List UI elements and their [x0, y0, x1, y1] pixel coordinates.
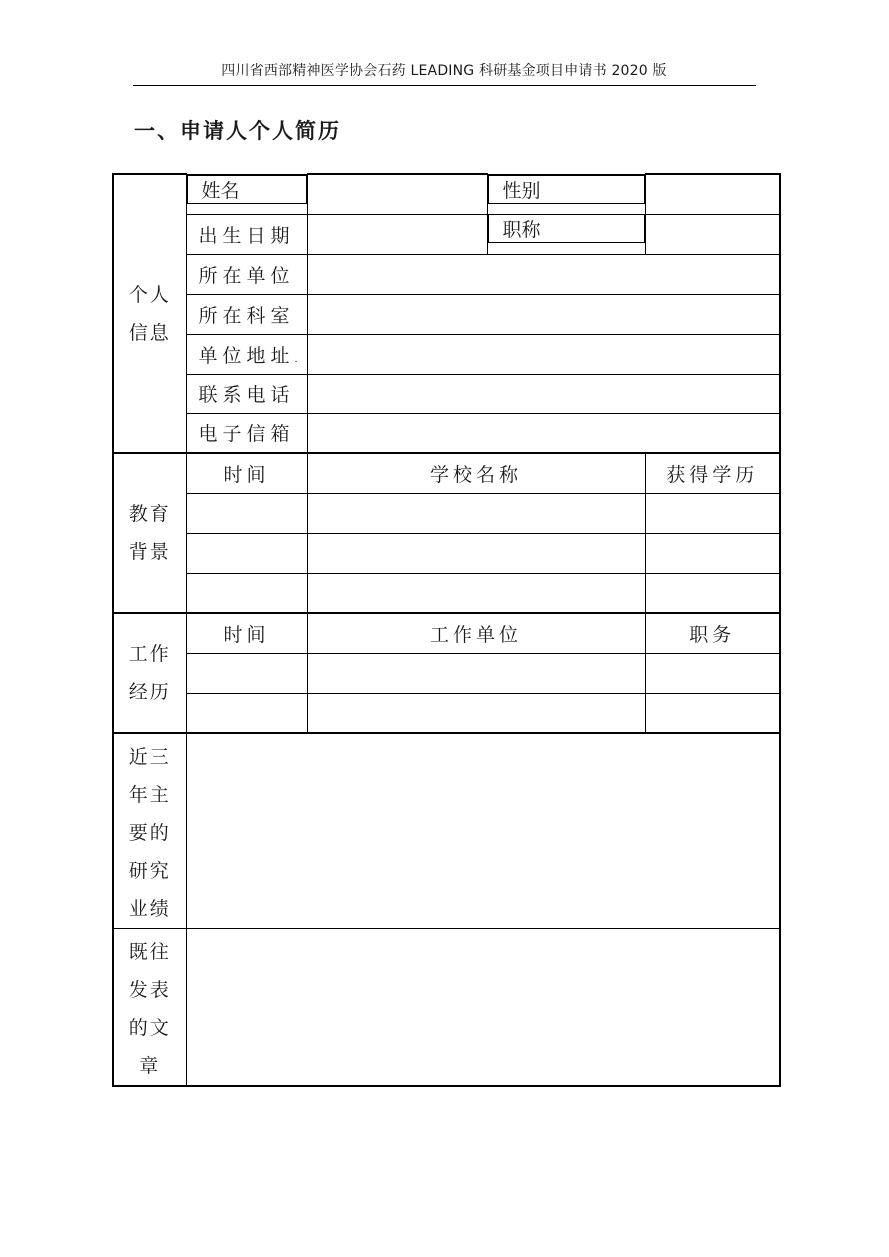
education-degree-field[interactable]	[645, 573, 780, 613]
gender-field[interactable]	[645, 174, 780, 214]
work-time-field[interactable]	[186, 693, 307, 733]
work-col-position: 职务	[645, 613, 780, 653]
work-unit-label: 所在单位	[186, 254, 307, 294]
unit-address-field[interactable]	[307, 334, 780, 374]
research-achievements-label: 近三 年主 要的 研究 业绩	[113, 733, 186, 929]
department-label: 所在科室	[186, 294, 307, 334]
work-position-field[interactable]	[645, 653, 780, 693]
unit-address-label: 单位地址.	[186, 334, 307, 374]
professional-title-field[interactable]	[645, 214, 780, 254]
work-position-field[interactable]	[645, 693, 780, 733]
phone-label: 联系电话	[186, 374, 307, 413]
work-time-field[interactable]	[186, 653, 307, 693]
education-degree-field[interactable]	[645, 493, 780, 533]
publications-field[interactable]	[186, 929, 780, 1087]
education-time-field[interactable]	[186, 573, 307, 613]
header-rule	[133, 85, 756, 86]
name-field[interactable]	[307, 174, 487, 214]
resume-form-table	[112, 173, 781, 1087]
work-unit-field[interactable]	[307, 254, 780, 294]
name-label: 姓名	[187, 174, 307, 204]
publications-label: 既往 发表 的文 章	[113, 929, 186, 1087]
education-school-field[interactable]	[307, 573, 645, 613]
phone-field[interactable]	[307, 374, 780, 413]
work-unit-field[interactable]	[307, 693, 645, 733]
education-time-field[interactable]	[186, 493, 307, 533]
research-achievements-field[interactable]	[186, 733, 780, 929]
birth-date-label: 出生日期	[186, 214, 307, 254]
work-col-time: 时间	[186, 613, 307, 653]
work-col-unit: 工作单位	[307, 613, 645, 653]
department-field[interactable]	[307, 294, 780, 334]
personal-info-group-label: 个人 信息	[113, 174, 186, 453]
education-group-label: 教育 背景	[113, 453, 186, 613]
education-col-school: 学校名称	[307, 453, 645, 493]
education-col-time: 时间	[186, 453, 307, 493]
email-label: 电子信箱	[186, 413, 307, 453]
email-field[interactable]	[307, 413, 780, 453]
education-col-degree: 获得学历	[645, 453, 780, 493]
gender-label: 性别	[488, 174, 645, 204]
work-group-label: 工作 经历	[113, 613, 186, 733]
education-degree-field[interactable]	[645, 533, 780, 573]
page-header: 四川省西部精神医学协会石药 LEADING 科研基金项目申请书 2020 版	[221, 63, 667, 79]
education-school-field[interactable]	[307, 493, 645, 533]
professional-title-label: 职称	[488, 214, 645, 243]
birth-date-field[interactable]	[307, 214, 487, 254]
work-unit-field[interactable]	[307, 653, 645, 693]
education-school-field[interactable]	[307, 533, 645, 573]
section-title: 一、申请人个人简历	[134, 119, 341, 143]
education-time-field[interactable]	[186, 533, 307, 573]
